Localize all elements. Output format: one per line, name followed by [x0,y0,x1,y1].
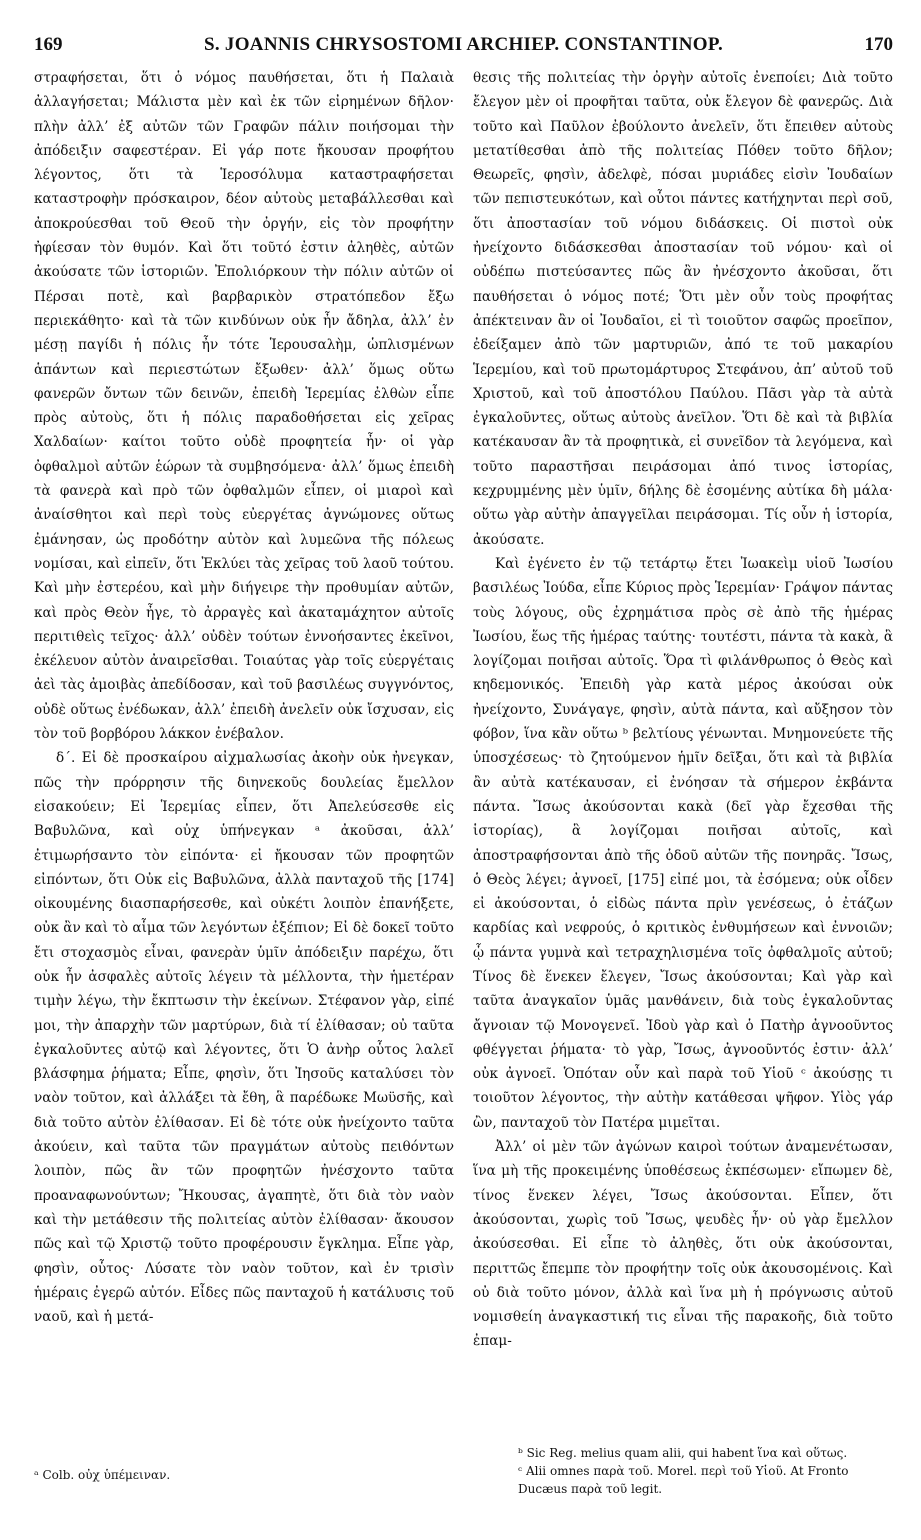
footnote-c: ᶜ Alii omnes παρὰ τοῦ. Morel. περὶ τοῦ Υἱοῦ. At Fronto Ducæus παρὰ τοῦ legit. [518,1464,849,1496]
right-paragraph-1: θεσις τῆς πολιτείας τὴν ὀργὴν αὐτοῖς ἐνεποίει; Διὰ τοῦτο ἔλεγον μὲν οἱ προφῆται ταῦτα, οὐκ ἔλεγον δὲ φανερῶς. Διὰ τοῦτο καὶ Παῦλον ἐβούλοντο ἀνελεῖν, ὅτι ἔπειθεν αὐτοὺς μετατίθεσθαι ἀπὸ τῆς πολιτείας Πόθεν τοῦτο δῆλον; Θεωρεῖς, φησὶν, ἀδελφὲ, πόσαι μυριάδες εἰσὶν Ἰουδαίων τῶν πεπιστευκότων, καὶ οὗτοι πάντες κατήχηνται περὶ σοῦ, ὅτι ἀποστασίαν τοῦ νόμου διδάσκεις. Οἱ πιστοὶ οὐκ ἠνείχοντο διδάσκεσθαι ἀποστασίαν τοῦ νόμου· καὶ οἱ οὐδέπω πιστεύσαντες πῶς ἂν ἠνέσχοντο ἀκοῦσαι, ὅτι παυθήσεται ὁ νόμος ποτέ; Ὅτι μὲν οὖν τοὺς προφήτας ἀπέκτειναν ἂν οἱ Ἰουδαῖοι, εἰ τὶ τοιοῦτον σαφῶς προεῖπον, ἐδείξαμεν ἀπὸ τῶν μαρτυριῶν, ἀπό τε τοῦ μακαρίου Ἱερεμίου, καὶ τοῦ πρωτομάρτυρος Στεφάνου, ἀπ’ αὐτοῦ τοῦ Χριστοῦ, καὶ τοῦ ἀποστόλου Παύλου. Πᾶσι γὰρ τὰ αὐτὰ ἐγκαλοῦντες, οὕτως αὐτοὺς ἀνεῖλον. Ὅτι δὲ καὶ τὰ βιβλία κατέκαυσαν ἂν τὰ προφητικὰ, εἰ συνεῖδον τὰ λεγόμενα, καὶ τοῦτο παραστῆσαι πειράσομαι ἀπό τινος ἱστορίας, κεχρυμμένης μὲν ὑμῖν, δήλης δὲ ἐσομένης αὐτίκα δὴ μάλα· οὕτω γὰρ αὐτὴν ἀπαγγεῖλαι πειράσομαι. Τίς οὖν ἡ ἱστορία, ἀκούσατε. [473,70,893,548]
footnotes-right [518,1444,898,1498]
left-paragraph-2: δ΄. Εἰ δὲ προσκαίρου αἰχμαλωσίας ἀκοὴν οὐκ ἠνεγκαν, πῶς τὴν πρόρρησιν τῆς διηνεκοῦς δουλείας ἔμελλον εἰσακούειν; Εἰ Ἱερεμίας εἶπεν, ὅτι Ἀπελεύσεσθε εἰς Βαβυλῶνα, καὶ οὐχ ὑπήνεγκαν ᵃ ἀκοῦσαι, ἀλλ’ ἐτιμωρήσαντο τὸν εἰπόντα· εἰ ἤκουσαν τῶν προφητῶν εἰπόντων, ὅτι Οὐκ εἰς Βαβυλῶνα, ἀλλὰ πανταχοῦ τῆς [174] οἰκουμένης διασπαρήσεσθε, καὶ οὐκέτι λοιπὸν ἐπανήξετε, οὐκ ἂν καὶ τὸ αἷμα τῶν λεγόντων ἐξέπιον; Εἰ δὲ δοκεῖ τοῦτο ἔτι στοχασμὸς εἶναι, φανερὰν ὑμῖν ἀπόδειξιν παρέχω, ὅτι οὐκ ἦν ἀσφαλὲς αὐτοῖς λέγειν τὰ μέλλοντα, τὴν ἡμετέραν τιμὴν λέγω, τὴν ἔκπτωσιν τὴν ἐκείνων. Στέφανον γὰρ, εἰπέ μοι, τὴν ἀπαρχὴν τῶν μαρτύρων, διὰ τί ἐλίθασαν; οὐ ταῦτα ἐγκαλοῦντες αὐτῷ καὶ λέγοντες, ὅτι Ὁ ἀνὴρ οὗτος λαλεῖ βλάσφημα ῥήματα; Εἶπε, φησὶν, ὅτι Ἰησοῦς καταλύσει τὸν ναὸν τοῦτον, καὶ ἀλλάξει τὰ ἔθη, ἃ παρέδωκε Μωϋσῆς, καὶ διὰ τοῦτο αὐτὸν ἐλίθασαν. Εἰ δὲ τότε οὐκ ἠνείχοντο ταῦτα ἀκούειν, καὶ ταῦτα τῶν πραγμάτων αὐτοὺς πειθόντων λοιπὸν, πῶς ἂν τῶν προφητῶν ἠνέσχοντο ταῦτα προαναφωνούντων; Ἤκουσας, ἀγαπητὲ, ὅτι διὰ τὸν ναὸν καὶ τὴν μετάθεσιν τῆς πολιτείας αὐτὸν ἐλίθασαν· ἄκουσον πῶς καὶ τῷ Χριστῷ τοῦτο προφέρουσιν ἔγκλημα. Εἶπε γὰρ, φησὶν, οὗτος· Λύσατε τὸν ναὸν τοῦτον, καὶ ἐν τρισὶν ἡμέραις ἐγερῶ αὐτόν. Εἶδες πῶς πανταχοῦ ἡ κατάλυσις τοῦ ναοῦ, καὶ ἡ μετά- [34,750,454,1326]
running-header [34,34,893,60]
footnote-b: ᵇ Sic Reg. melius quam alii, qui habent ἵνα καὶ οὕτως. [518,1446,848,1460]
page-number-right: 170 [864,34,893,55]
right-column [473,66,893,1354]
running-title: S. JOANNIS CHRYSOSTOMI ARCHIEP. CONSTANTINOP. [203,34,724,55]
right-paragraph-3: Ἀλλ’ οἱ μὲν τῶν ἀγώνων καιροὶ τούτων ἀναμενέτωσαν, ἵνα μὴ τῆς προκειμένης ὑποθέσεως ἐκπέσωμεν· εἴπωμεν δὲ, τίνος ἕνεκεν λέγει, Ἴσως ἀκούσονται. Εἶπεν, ὅτι ἀκούσονται, χωρὶς τοῦ Ἴσως, ψευδὲς ἦν· οὐ γὰρ ἔμελλον ἀκούσεσθαι. Εἰ εἶπε τὸ ἀληθὲς, ὅτι οὐκ ἀκούσονται, περιττῶς ἔπεμπε τὸν προφήτην τοῖς οὐκ ἀκουσομένοις. Καὶ οὐ διὰ τοῦτο μόνον, ἀλλὰ καὶ ἵνα μὴ ἡ πρόγνωσις αὐτοῦ νομισθείη ἀναγκαστική τις εἶναι τῆς παρακοῆς, διὰ τοῦτο ἐπαμ- [473,1139,893,1350]
footnote-left: ᵃ Colb. οὐχ ὑπέμειναν. [34,1468,171,1482]
left-column [34,66,454,1329]
left-paragraph-1: στραφήσεται, ὅτι ὁ νόμος παυθήσεται, ὅτι ἡ Παλαιὰ ἀλλαγήσεται; Μάλιστα μὲν καὶ ἐκ τῶν εἰρημένων δῆλον· πλὴν ἀλλ’ ἐξ αὐτῶν τῶν Γραφῶν πάλιν ποιήσομαι τὴν ἀπόδειξιν σαφεστέραν. Εἰ γάρ ποτε ἤκουσαν προφήτου λέγοντος, ὅτι τὰ Ἱεροσόλυμα καταστραφήσεται καταστροφὴν πρόσκαιρον, δέον αὐτοὺς μεταβάλλεσθαι καὶ ἀποκρούεσθαι τοῦ Θεοῦ τὴν ὀργήν, εἰς τὸν προφήτην ἠφίεσαν τὸν θυμόν. Καὶ ὅτι τοῦτό ἐστιν ἀληθὲς, αὐτῶν ἀκούσατε τῶν ἱστοριῶν. Ἐπολιόρκουν τὴν πόλιν αὐτῶν οἱ Πέρσαι ποτὲ, καὶ βαρβαρικὸν στρατόπεδον ἔξω περιεκάθητο· καὶ τὰ τῶν κινδύνων οὐκ ἦν ἄδηλα, ἀλλ’ ἐν μέσῃ παγίδι ἡ πόλις ἦν τότε Ἱερουσαλὴμ, ὡπλισμένων ἁπάντων καὶ περιεστώτων ἔξωθεν· ἀλλ’ ὅμως οὕτω φανερῶν ὄντων τῶν δεινῶν, ἐπειδὴ Ἱερεμίας ἐλθὼν εἶπε πρὸς αὐτοὺς, ὅτι ἡ πόλις παραδοθήσεται εἰς χεῖρας Χαλδαίων· καίτοι τοῦτο οὐδὲ προφητεία ἦν· οἱ γὰρ ὀφθαλμοὶ αὐτῶν ἑώρων τὰ συμβησόμενα· ἀλλ’ ὅμως ἐπειδὴ τὰ φανερὰ καὶ πρὸ τῶν ὀφθαλμῶν εἶπεν, οἱ μιαροὶ καὶ ἀναίσθητοι καὶ περὶ τοὺς εὐεργέτας ἀγνώμονες οὕτως ἐμάνησαν, ὡς προδότην αὐτὸν καὶ λυμεῶνα τῆς πόλεως νομίσαι, καὶ εἰπεῖν, ὅτι Ἐκλύει τὰς χεῖρας τοῦ λαοῦ τούτου. Καὶ μὴν ἐστερέου, καὶ μὴν διήγειρε τὴν προθυμίαν αὐτῶν, καὶ πρὸς Θεὸν ἦγε, τὸ ἀρραγὲς καὶ ἀκαταμάχητον αὐτοῖς περιτιθεὶς τεῖχος· ἀλλ’ οὐδὲν τούτων ἐννοήσαντες ἐκεῖνοι, ἐκέλευον αὐτὸν ἀναιρεῖσθαι. Τοιαύτας γὰρ τοῖς εὐεργέταις ἀεὶ τὰς ἀμοιβὰς ἀπεδίδοσαν, καὶ τοῦ βασιλέως συγγνόντος, οὐδὲ οὕτως ἐνέδωκαν, ἀλλ’ ἐπειδὴ ἀνελεῖν οὐκ ἴσχυσαν, εἰς τὸν τοῦ βορβόρου λάκκον ἐνέβαλον. [34,70,454,743]
right-paragraph-2: Καὶ ἐγένετο ἐν τῷ τετάρτῳ ἔτει Ἰωακεὶμ υἱοῦ Ἰωσίου βασιλέως Ἰούδα, εἶπε Κύριος πρὸς Ἱερεμίαν· Γράψον πάντας τοὺς λόγους, οὓς ἐχρημάτισα πρὸς σὲ ἀπὸ τῆς ἡμέρας Ἰωσίου, ἕως τῆς ἡμέρας ταύτης· τουτέστι, πάντα τὰ κακὰ, ἃ λογίζομαι ποιῆσαι αὐτοῖς. Ὅρα τὶ φιλάνθρωπος ὁ Θεὸς καὶ κηδεμονικός. Ἐπειδὴ γὰρ κατὰ μέρος ἀκούσαι οὐκ ἠνείχοντο, Συνάγαγε, φησὶν, αὐτὰ πάντα, καὶ αὔξησον τὸν φόβον, ἵνα κἂν οὕτω ᵇ βελτίους γένωνται. Μνημονεύετε τῆς ὑποσχέσεως· τὸ ζητούμενον ἡμῖν δεῖξαι, ὅτι καὶ τὰ βιβλία ἂν αὐτὰ κατέκαυσαν, εἰ ἐνόησαν τὰ σήμερον ἐκβάντα πάντα. Ἴσως ἀκούσονται κακὰ (δεῖ γὰρ ἔχεσθαι τῆς ἱστορίας), ἃ λογίζομαι ποιῆσαι αὐτοῖς, καὶ ἀποστραφήσονται ἀπὸ τῆς ὁδοῦ αὐτῶν τῆς πονηρᾶς. Ἴσως, ὁ Θεὸς λέγει; ἀγνοεῖ, [175] εἰπέ μοι, τὰ ἐσόμενα; οὐκ οἶδεν εἰ ἀκούσονται, ὁ εἰδὼς πάντα πρὶν γενέσεως, ὁ ἐτάζων καρδίας καὶ νεφρούς, ὁ κριτικὸς ἐνθυμήσεων καὶ ἐννοιῶν; ᾧ πάντα γυμνὰ καὶ τετραχηλισμένα τοῖς ὀφθαλμοῖς αὐτοῦ; Τίνος δὲ ἕνεκεν ἔλεγεν, Ἴσως ἀκούσονται; Καὶ γὰρ καὶ ταῦτα ἀναγκαῖον ὑμᾶς μανθάνειν, διὰ τοὺς ἐγκαλοῦντας ἄγνοιαν τῷ Μονογενεῖ. Ἰδοὺ γὰρ καὶ ὁ Πατὴρ ἀγνοοῦντος φθέγγεται ῥήματα· τὸ γὰρ, Ἴσως, ἀγνοοῦντός ἐστιν· ἀλλ’ οὐκ ἀγνοεῖ. Ὁπόταν οὖν καὶ παρὰ τοῦ Υἱοῦ ᶜ ἀκούσῃς τι τοιοῦτον λέγοντος, τὴν αὐτὴν κατάθεσαι ψῆφον. Υἱὸς γάρ ὢν, πανταχοῦ τὸν Πατέρα μιμεῖται. [473,555,893,1131]
page-number-left: 169 [34,34,63,55]
